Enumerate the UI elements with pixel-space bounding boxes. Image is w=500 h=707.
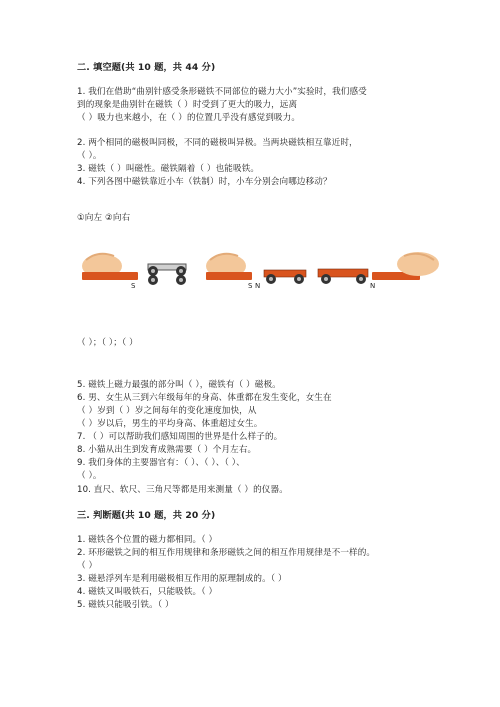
question-8: 8. 小猫从出生到发育成熟需要（ ）个月左右。 xyxy=(77,445,257,455)
question-4: 4. 下列各图中磁铁靠近小车（铁制）时，小车分别会向哪边移动？ xyxy=(77,177,332,187)
scene-2 xyxy=(206,254,306,284)
scene-1 xyxy=(82,254,186,285)
question-6-line-2: （ ）岁到（ ）岁之间每年的变化速度加快，从 xyxy=(77,406,257,416)
figure-label-1: S xyxy=(131,282,136,290)
judgement-question-3: 3. 磁悬浮列车是利用磁极相互作用的原理制成的。（ ） xyxy=(77,574,287,584)
judgement-question-2-line-1: 2. 环形磁铁之间的相互作用规律和条形磁铁之间的相互作用规律是不一样的。 xyxy=(77,548,376,558)
section-heading-fill-in: 二. 填空题(共 10 题，共 44 分) xyxy=(77,62,216,73)
figure-label-2: S xyxy=(248,282,253,290)
question-3: 3. 磁铁（ ）叫磁性。磁铁隔着（ ）也能吸铁。 xyxy=(77,164,260,174)
question-9-line-2: （ ）。 xyxy=(77,471,102,481)
question-6-line-1: 6. 男、女生从三到六年级每年的身高、体重都在发生变化，女生在 xyxy=(77,393,332,403)
judgement-question-1: 1. 磁铁各个位置的磁力都相同。（ ） xyxy=(77,535,218,545)
judgement-question-4: 4. 磁铁又叫吸铁石，只能吸铁。（ ） xyxy=(77,587,218,597)
question-1-line-2: 到的现象是曲别针在磁铁（ ）时受到了更大的吸力，远离 xyxy=(77,100,298,110)
question-2-line-1: 2. 两个相同的磁极叫同极，不同的磁极叫异极。当两块磁铁相互靠近时， xyxy=(77,138,358,148)
section-heading-true-false: 三. 判断题(共 10 题，共 20 分) xyxy=(77,510,216,521)
question-7: 7. （ ）可以帮助我们感知周围的世界是什么样子的。 xyxy=(77,432,283,442)
figure-label-4: N xyxy=(370,282,376,290)
question-6-line-3: （ ）岁以后，男生的平均身高、体重超过女生。 xyxy=(77,419,263,429)
figure-label-3: N xyxy=(255,282,261,290)
scene-3 xyxy=(318,252,439,284)
question-1-line-3: （ ）吸力也来越小，在（ ）的位置几乎没有感觉到吸力。 xyxy=(77,113,301,123)
question-9-line-1: 9. 我们身体的主要器官有：（ ）、（ ）、（ ）、 xyxy=(77,458,245,468)
question-2-line-2: （ ）。 xyxy=(77,151,102,161)
question-4-answer-blanks: （ ）；（ ）；（ ） xyxy=(77,338,138,348)
question-5: 5. 磁铁上磁力最强的部分叫（ ），磁铁有（ ）磁极。 xyxy=(77,380,281,390)
question-4-options: ①向左 ②向右 xyxy=(77,213,131,223)
judgement-question-2-line-2: （ ） xyxy=(77,561,98,571)
question-1-line-1: 1. 我们在借助“曲别针感受条形磁铁不同部位的磁力大小”实验时，我们感受 xyxy=(77,87,367,97)
magnet-cart-figure xyxy=(78,248,443,298)
question-10: 10. 直尺、软尺、三角尺等都是用来测量（ ）的仪器。 xyxy=(77,485,288,495)
judgement-question-5: 5. 磁铁只能吸引铁。（ ） xyxy=(77,600,174,610)
